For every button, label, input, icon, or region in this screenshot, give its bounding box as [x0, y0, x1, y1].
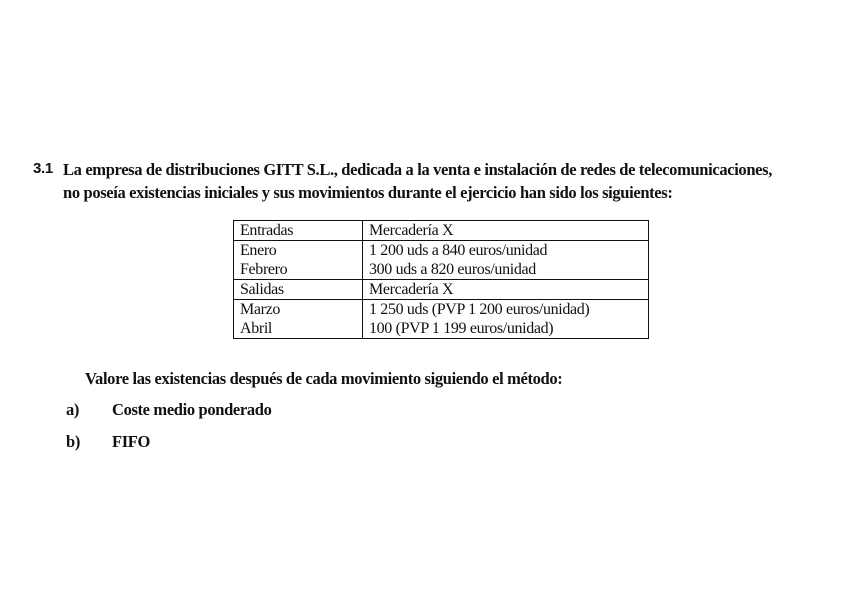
table-row [234, 241, 649, 261]
table-cell: Entradas [234, 221, 363, 241]
table-cell: 1 200 uds a 840 euros/unidad [363, 241, 649, 261]
table-row [234, 260, 649, 280]
option-a [66, 400, 272, 420]
instruction-text: Valore las existencias después de cada movimiento siguiendo el método: [85, 369, 563, 388]
table-cell: 1 250 uds (PVP 1 200 euros/unidad) [363, 300, 649, 320]
option-text: FIFO [112, 432, 151, 451]
option-b [66, 432, 150, 452]
option-letter: a) [66, 400, 80, 419]
table-row [234, 319, 649, 339]
option-text: Coste medio ponderado [112, 400, 272, 419]
table-cell: 300 uds a 820 euros/unidad [363, 260, 649, 280]
table-header-salidas [234, 280, 649, 300]
table-cell: Mercadería X [363, 280, 649, 300]
table-row [234, 300, 649, 320]
statement-line-2: no poseía existencias iniciales y sus movimientos durante el ejercicio han sido los siguientes: [63, 183, 673, 202]
problem-number: 3.1 [33, 160, 53, 177]
option-letter: b) [66, 432, 80, 451]
statement-line-1: La empresa de distribuciones GITT S.L., dedicada a la venta e instalación de redes de telecomunicaciones, [63, 160, 772, 179]
table-cell: Marzo [234, 300, 363, 320]
problem-statement [63, 158, 833, 204]
table-cell: Enero [234, 241, 363, 261]
table-cell: Mercadería X [363, 221, 649, 241]
table-cell: Febrero [234, 260, 363, 280]
table-header-entradas [234, 221, 649, 241]
movements-table [233, 220, 649, 339]
table-cell: Abril [234, 319, 363, 339]
table-cell: Salidas [234, 280, 363, 300]
table-cell: 100 (PVP 1 199 euros/unidad) [363, 319, 649, 339]
